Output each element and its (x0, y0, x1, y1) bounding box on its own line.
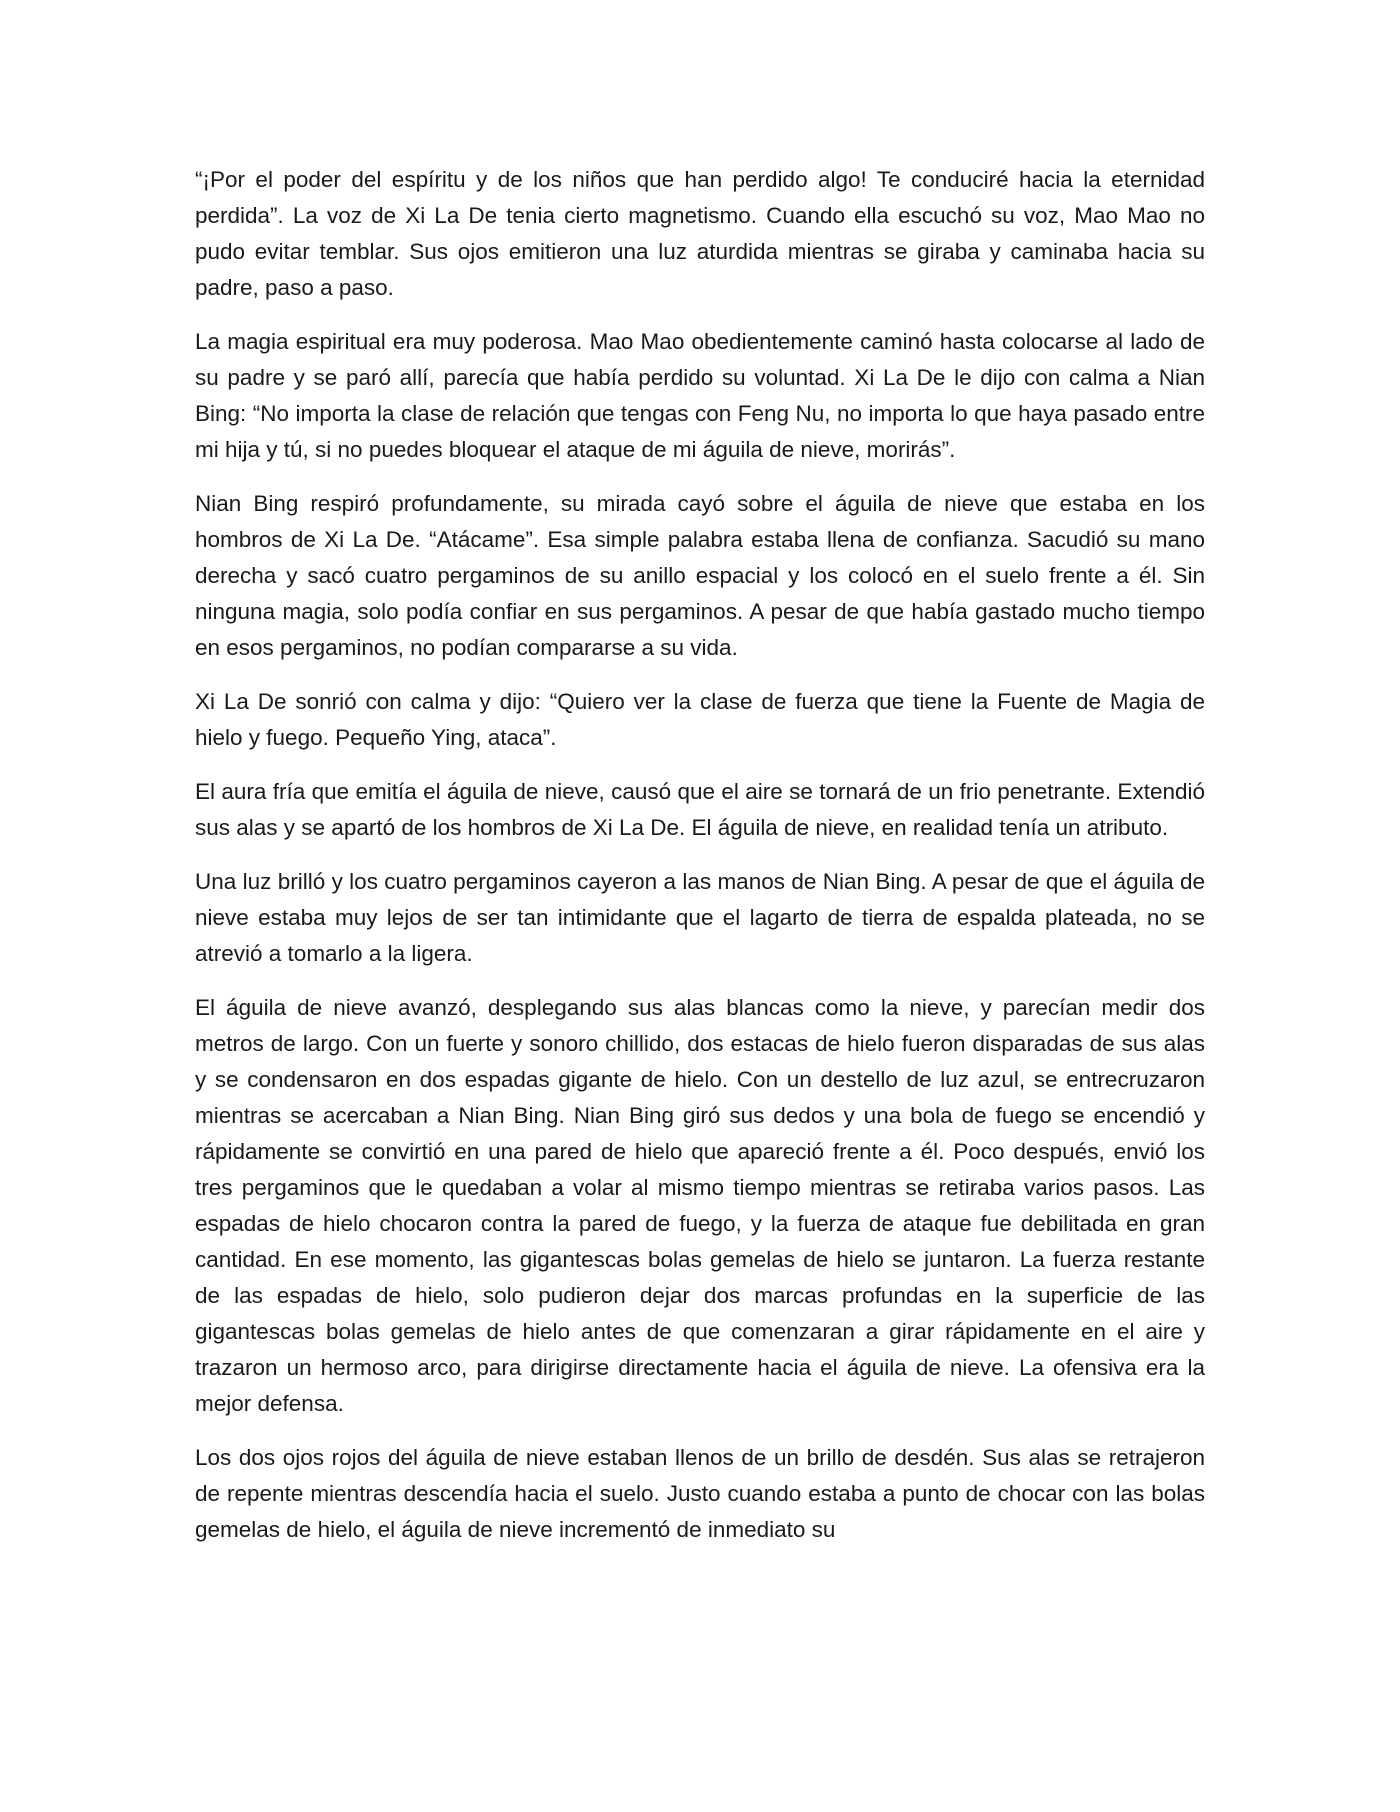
paragraph-1: “¡Por el poder del espíritu y de los niños que han perdido algo! Te conduciré hacia la eternidad perdida”. La voz de Xi La De tenia cierto magnetismo. Cuando ella escuchó su voz, Mao Mao no pudo evitar temblar. Sus ojos emitieron una luz aturdida mientras se giraba y caminaba hacia su padre, paso a paso. (195, 167, 1205, 300)
paragraph-2: La magia espiritual era muy poderosa. Mao Mao obedientemente caminó hasta colocarse al lado de su padre y se paró allí, parecía que había perdido su voluntad. Xi La De le dijo con calma a Nian Bing: “No importa la clase de relación que tengas con Feng Nu, no importa lo que haya pasado entre mi hija y tú, si no puedes bloquear el ataque de mi águila de nieve, morirás”. (195, 329, 1205, 462)
paragraph-7: El águila de nieve avanzó, desplegando sus alas blancas como la nieve, y parecían medir dos metros de largo. Con un fuerte y sonoro chillido, dos estacas de hielo fueron disparadas de sus alas y se condensaron en dos espadas gigante de hielo. Con un destello de luz azul, se entrecruzaron mientras se acercaban a Nian Bing. Nian Bing giró sus dedos y una bola de fuego se encendió y rápidamente se convirtió en una pared de hielo que apareció frente a él. Poco después, envió los tres pergaminos que le quedaban a volar al mismo tiempo mientras se retiraba varios pasos. Las espadas de hielo chocaron contra la pared de fuego, y la fuerza de ataque fue debilitada en gran cantidad. En ese momento, las gigantescas bolas gemelas de hielo se juntaron. La fuerza restante de las espadas de hielo, solo pudieron dejar dos marcas profundas en la superficie de las gigantescas bolas gemelas de hielo antes de que comenzaran a girar rápidamente en el aire y trazaron un hermoso arco, para dirigirse directamente hacia el águila de nieve. La ofensiva era la mejor defensa. (195, 995, 1205, 1416)
paragraph-3: Nian Bing respiró profundamente, su mirada cayó sobre el águila de nieve que estaba en los hombros de Xi La De. “Atácame”. Esa simple palabra estaba llena de confianza. Sacudió su mano derecha y sacó cuatro pergaminos de su anillo espacial y los colocó en el suelo frente a él. Sin ninguna magia, solo podía confiar en sus pergaminos. A pesar de que había gastado mucho tiempo en esos pergaminos, no podían compararse a su vida. (195, 491, 1205, 660)
paragraph-5: El aura fría que emitía el águila de nieve, causó que el aire se tornará de un frio penetrante. Extendió sus alas y se apartó de los hombros de Xi La De. El águila de nieve, en realidad tenía un atributo. (195, 779, 1205, 840)
paragraph-4: Xi La De sonrió con calma y dijo: “Quiero ver la clase de fuerza que tiene la Fuente de Magia de hielo y fuego. Pequeño Ying, ataca”. (195, 689, 1205, 750)
paragraph-6: Una luz brilló y los cuatro pergaminos cayeron a las manos de Nian Bing. A pesar de que el águila de nieve estaba muy lejos de ser tan intimidante que el lagarto de tierra de espalda plateada, no se atrevió a tomarlo a la ligera. (195, 869, 1205, 966)
paragraph-8: Los dos ojos rojos del águila de nieve estaban llenos de un brillo de desdén. Sus alas se retrajeron de repente mientras descendía hacia el suelo. Justo cuando estaba a punto de chocar con las bolas gemelas de hielo, el águila de nieve incrementó de inmediato su (195, 1445, 1205, 1542)
text-body (195, 162, 1205, 1566)
